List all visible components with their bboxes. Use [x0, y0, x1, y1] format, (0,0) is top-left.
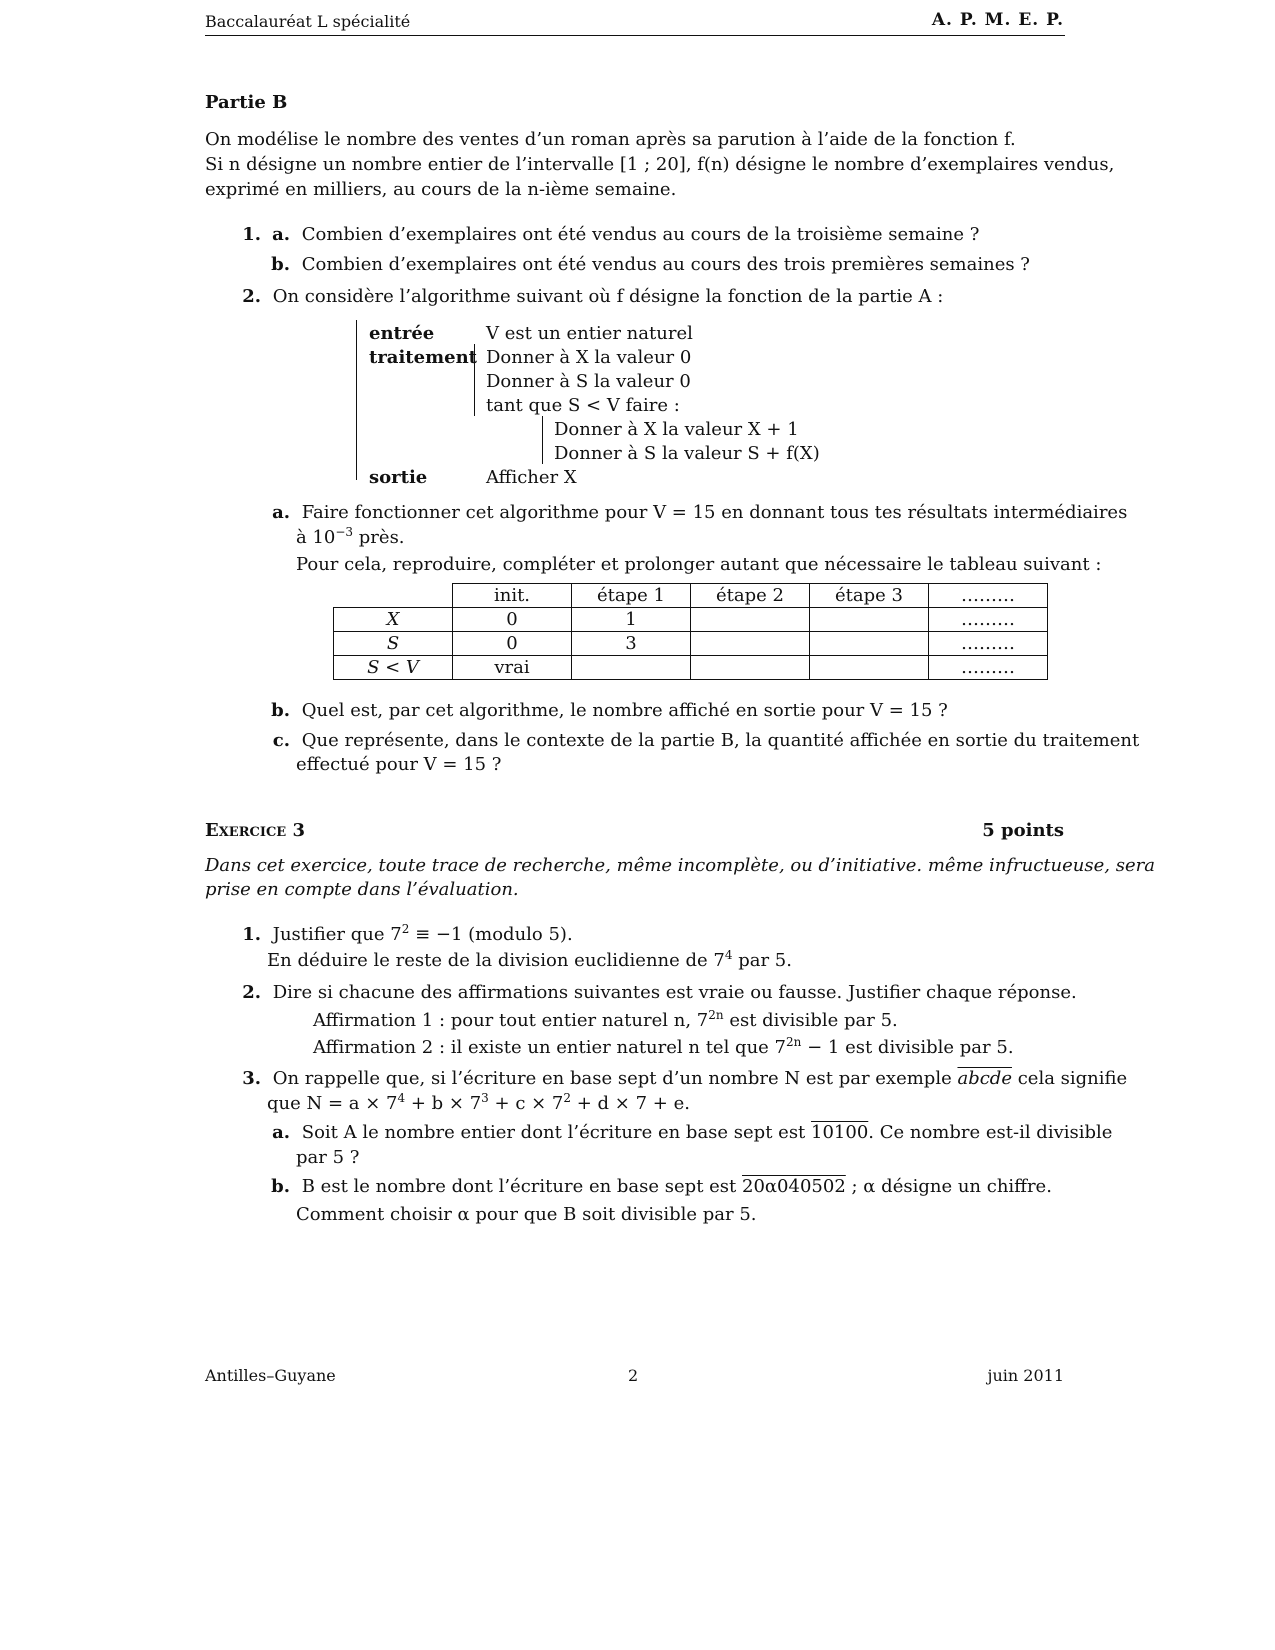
algo-entree-text: V est un entier naturel [486, 323, 693, 344]
ex3-q1-l1-post: ≡ −1 (modulo 5). [409, 924, 573, 945]
table-header-cell: ……… [929, 584, 1048, 608]
exercise-3-intro-line-2: prise en compte dans l’évaluation. [205, 879, 519, 900]
table-header-cell: étape 1 [572, 584, 691, 608]
table-cell: vrai [453, 656, 572, 680]
ex3-question-1-line-2 [267, 948, 792, 973]
question-2a-line-2 [296, 525, 405, 550]
partie-b-intro-line-1: On modélise le nombre des ventes d’un roman après sa parution à l’aide de la fonction f. [205, 129, 1016, 150]
ex3-aff2-pre: Affirmation 2 : il existe un entier naturel n tel que 7 [313, 1037, 787, 1058]
table-cell: 1 [572, 608, 691, 632]
ex3-q3-l2-d: + d × 7 + e. [571, 1093, 690, 1114]
header-left: Baccalauréat L spécialité [205, 12, 411, 31]
ex3-question-3a-line-1 [302, 1122, 1113, 1143]
footer-page-number: 2 [628, 1366, 639, 1385]
ex3-q3-l1-pre: On rappelle que, si l’écriture en base sept d’un nombre N est par exemple [272, 1068, 958, 1089]
ex3-question-3a-label: a. [272, 1122, 290, 1143]
algo-loop-bar [542, 416, 543, 464]
table-cell: 3 [572, 632, 691, 656]
table-header-row [334, 584, 1048, 608]
ex3-question-3-line-2 [267, 1091, 690, 1116]
ex3-q1-l1-pre: Justifier que 7 [272, 924, 402, 945]
ex3-question-3-number: 3. [242, 1068, 261, 1089]
table-row [334, 608, 1048, 632]
ex3-q3-abcde: abcde [957, 1068, 1012, 1089]
ex3-q3b-post: ; α désigne un chiffre. [845, 1176, 1052, 1197]
ex3-q3b-pre: B est le nombre dont l’écriture en base sept est [301, 1176, 742, 1197]
table-cell [810, 608, 929, 632]
question-1a-label: a. [272, 224, 290, 245]
question-2a-line-1: Faire fonctionner cet algorithme pour V = 15 en donnant tous tes résultats intermédiaires [301, 502, 1128, 523]
ex3-q3-l2-a: que N = a × 7 [267, 1093, 398, 1114]
question-1a [262, 222, 979, 247]
algo-step-4: Donner à X la valeur X + 1 [554, 419, 799, 440]
ex3-question-3b-line-2: Comment choisir α pour que B soit divisible par 5. [296, 1204, 757, 1225]
table-corner-cell [334, 584, 453, 608]
ex3-q3a-pre: Soit A le nombre entier dont l’écriture en base sept est [301, 1122, 812, 1143]
exercise-3-title: Exercice 3 [205, 820, 305, 841]
table-cell: 0 [453, 632, 572, 656]
footer-left: Antilles–Guyane [205, 1366, 336, 1385]
question-2a-line-3: Pour cela, reproduire, compléter et prolonger autant que nécessaire le tableau suivant : [296, 554, 1102, 575]
algo-step-3: tant que S < V faire : [486, 395, 680, 416]
question-2-text: On considère l’algorithme suivant où f désigne la fonction de la partie A : [272, 286, 944, 307]
question-2-number: 2. [242, 286, 261, 307]
algo-sortie-keyword: sortie [369, 467, 428, 488]
question-2c [262, 728, 1139, 753]
ex3-q3-l2-b: + b × 7 [405, 1093, 482, 1114]
algo-entree-keyword: entrée [369, 323, 435, 344]
question-1b-text: Combien d’exemplaires ont été vendus au cours des trois premières semaines ? [301, 254, 1030, 275]
question-2a-line-2-post: près. [353, 527, 405, 548]
ex3-aff1-exp: 2n [708, 1008, 724, 1022]
table-row-label: X [334, 608, 453, 632]
table-cell [572, 656, 691, 680]
algo-step-5: Donner à S la valeur S + f(X) [554, 443, 820, 464]
question-2c-label: c. [272, 730, 290, 751]
question-2c-line-2: effectué pour V = 15 ? [296, 754, 502, 775]
table-cell [691, 632, 810, 656]
table-cell: 0 [453, 608, 572, 632]
table-cell [691, 656, 810, 680]
ex3-question-3a [262, 1120, 1112, 1145]
partie-b-title: Partie B [205, 92, 288, 113]
ex3-q3-l1-post: cela signifie [1011, 1068, 1128, 1089]
table-cell: ……… [929, 656, 1048, 680]
question-2a [262, 500, 1127, 525]
table-cell: ……… [929, 608, 1048, 632]
ex3-question-1-line-1 [273, 924, 573, 945]
ex3-affirmation-1 [313, 1008, 898, 1033]
ex3-aff1-pre: Affirmation 1 : pour tout entier naturel n, 7 [313, 1010, 709, 1031]
ex3-question-2 [233, 980, 1077, 1005]
ex3-aff2-post: − 1 est divisible par 5. [801, 1037, 1014, 1058]
ex3-q3a-post: . Ce nombre est-il divisible [868, 1122, 1113, 1143]
table-header-cell: étape 3 [810, 584, 929, 608]
table-header-cell: étape 2 [691, 584, 810, 608]
question-2b-text: Quel est, par cet algorithme, le nombre affiché en sortie pour V = 15 ? [301, 700, 948, 721]
ex3-q3-l2-e1: 4 [397, 1091, 406, 1105]
table-cell [810, 656, 929, 680]
ex3-question-3b-line-1 [302, 1176, 1052, 1197]
ex3-q3b-number: 20α040502 [742, 1176, 846, 1197]
ex3-q3-l2-e2: 3 [481, 1091, 489, 1105]
partie-b-intro-line-2: Si n désigne un nombre entier de l’intervalle [1 ; 20], f(n) désigne le nombre d’exemplaires vendus, [205, 154, 1115, 175]
question-2a-line-2-pre: à 10 [296, 527, 336, 548]
table-header-cell: init. [453, 584, 572, 608]
ex3-affirmation-2 [313, 1035, 1014, 1060]
ex3-question-3 [233, 1066, 1127, 1091]
question-1 [233, 222, 261, 247]
ex3-q1-l2-post: par 5. [732, 950, 792, 971]
question-2b [262, 698, 948, 723]
algo-step-1: Donner à X la valeur 0 [486, 347, 692, 368]
ex3-question-3b-label: b. [271, 1176, 290, 1197]
question-2c-line-1: Que représente, dans le contexte de la partie B, la quantité affichée en sortie du traitement [301, 730, 1140, 751]
ex3-question-2-text: Dire si chacune des affirmations suivantes est vraie ou fausse. Justifier chaque réponse. [272, 982, 1077, 1003]
header-right: A. P. M. E. P. [931, 10, 1064, 30]
ex3-q1-l1-exp: 2 [401, 922, 410, 936]
ex3-question-1 [233, 922, 573, 947]
question-1b-label: b. [271, 254, 290, 275]
ex3-question-3a-line-2: par 5 ? [296, 1147, 360, 1168]
footer-right: juin 2011 [987, 1366, 1064, 1385]
table-row [334, 632, 1048, 656]
exercise-3-points: 5 points [982, 820, 1064, 841]
exercise-3-intro-line-1: Dans cet exercice, toute trace de recherche, même incomplète, ou d’initiative. même infructueuse, sera [205, 855, 1155, 876]
ex3-question-2-number: 2. [242, 982, 261, 1003]
question-2 [233, 284, 943, 309]
ex3-question-1-number: 1. [242, 924, 261, 945]
algo-outer-bar [356, 320, 357, 480]
ex3-question-3b [262, 1174, 1052, 1199]
header-rule [205, 35, 1065, 36]
question-1-number: 1. [242, 224, 261, 245]
table-row [334, 656, 1048, 680]
ex3-q3-l2-c: + c × 7 [488, 1093, 564, 1114]
ex3-q1-l2-exp: 4 [724, 948, 733, 962]
table-cell: ……… [929, 632, 1048, 656]
algo-sortie-text: Afficher X [486, 467, 577, 488]
table-cell [691, 608, 810, 632]
ex3-q3a-number: 10100 [811, 1122, 869, 1143]
algo-trace-table [333, 583, 1048, 680]
table-row-label: S < V [334, 656, 453, 680]
ex3-aff2-exp: 2n [786, 1035, 802, 1049]
ex3-aff1-post: est divisible par 5. [723, 1010, 898, 1031]
algo-step-2: Donner à S la valeur 0 [486, 371, 691, 392]
ex3-q3-l2-e3: 2 [563, 1091, 572, 1105]
question-2a-label: a. [272, 502, 290, 523]
question-2a-exponent: −3 [335, 525, 354, 539]
table-row-label: S [334, 632, 453, 656]
question-1a-text: Combien d’exemplaires ont été vendus au cours de la troisième semaine ? [301, 224, 980, 245]
ex3-question-3-line-1 [273, 1068, 1127, 1089]
question-2b-label: b. [271, 700, 290, 721]
table-cell [810, 632, 929, 656]
partie-b-intro-line-3: exprimé en milliers, au cours de la n-ième semaine. [205, 179, 677, 200]
question-1b [262, 252, 1030, 277]
algo-traitement-keyword: traitement [369, 347, 477, 368]
ex3-q1-l2-pre: En déduire le reste de la division euclidienne de 7 [267, 950, 725, 971]
